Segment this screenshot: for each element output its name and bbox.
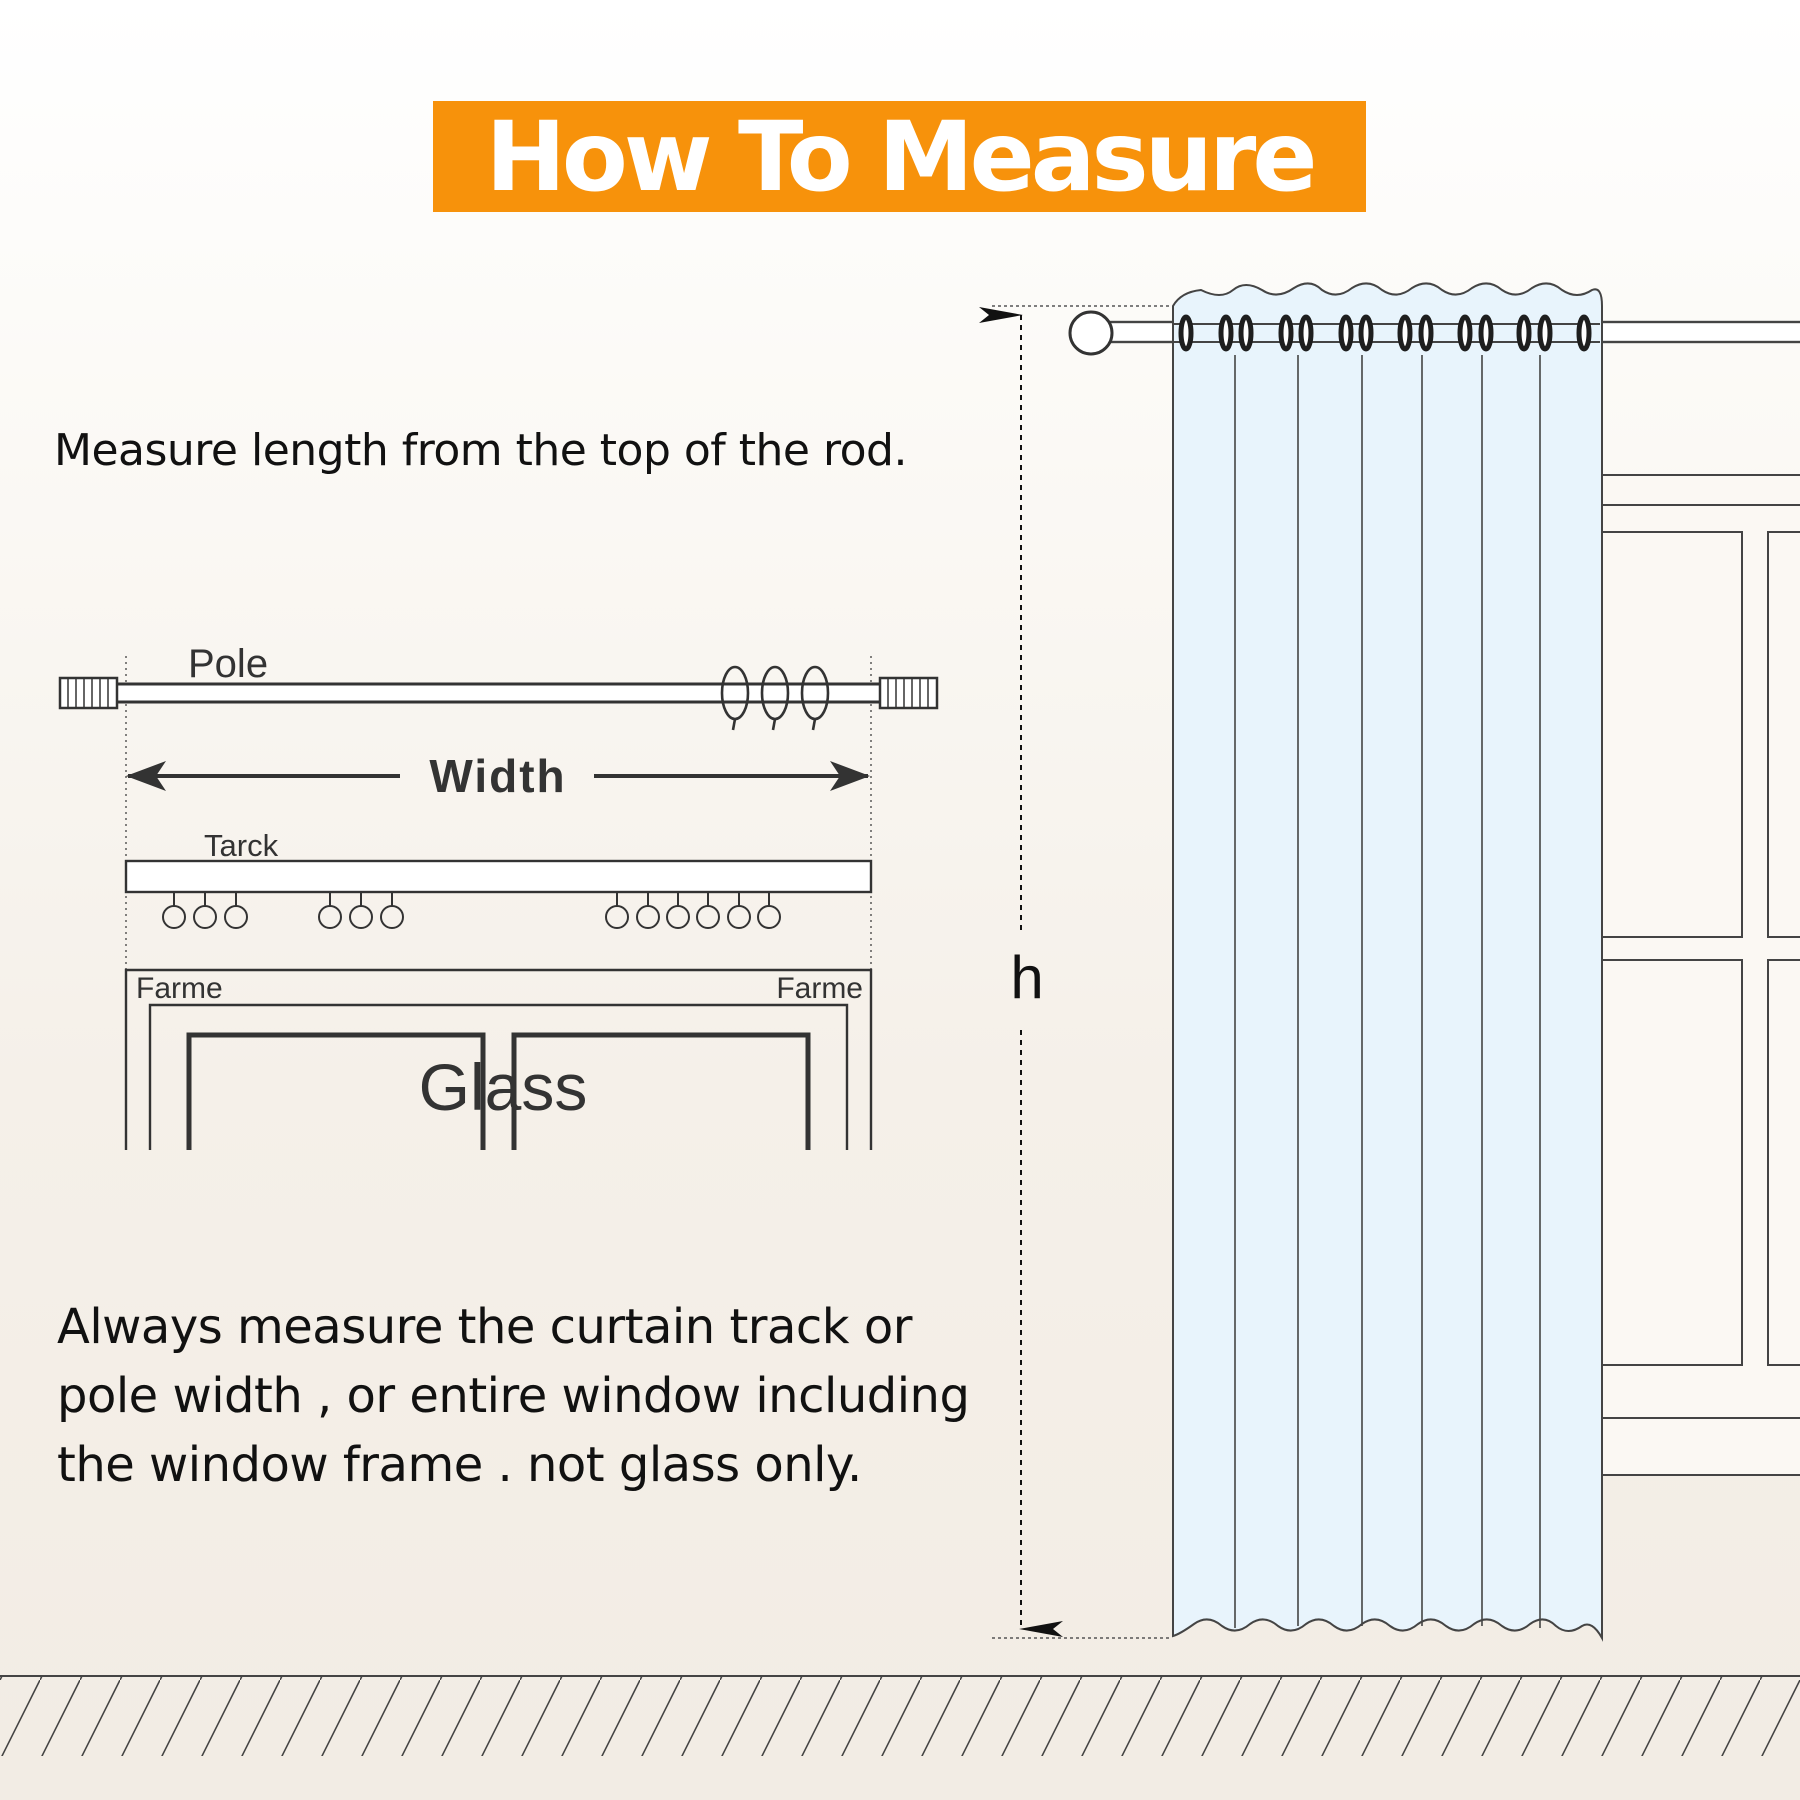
pole-end-right (880, 678, 937, 708)
glass-label: Glass (418, 1050, 588, 1124)
track-label: Tarck (204, 828, 279, 863)
frame-left-label: Farme (136, 972, 223, 1005)
floor (0, 1676, 1800, 1756)
track-diagram (126, 861, 871, 928)
pole-bar (116, 684, 881, 702)
page-title: How To Measure (485, 100, 1314, 213)
width-instruction: Always measure the curtain track or pole width , or entire window including the window frame . not glass only. (57, 1299, 970, 1493)
curtain-panel (1173, 283, 1602, 1638)
rod-finial (1070, 312, 1112, 354)
width-label: Width (429, 750, 567, 802)
frame-right-label: Farme (776, 972, 863, 1005)
track-rollers (163, 892, 780, 928)
height-label: h (1010, 944, 1044, 1011)
pole-label: Pole (188, 642, 269, 686)
pole-end-left (60, 678, 117, 708)
length-instruction: Measure length from the top of the rod. (54, 425, 907, 476)
height-dimension (992, 306, 1170, 1638)
